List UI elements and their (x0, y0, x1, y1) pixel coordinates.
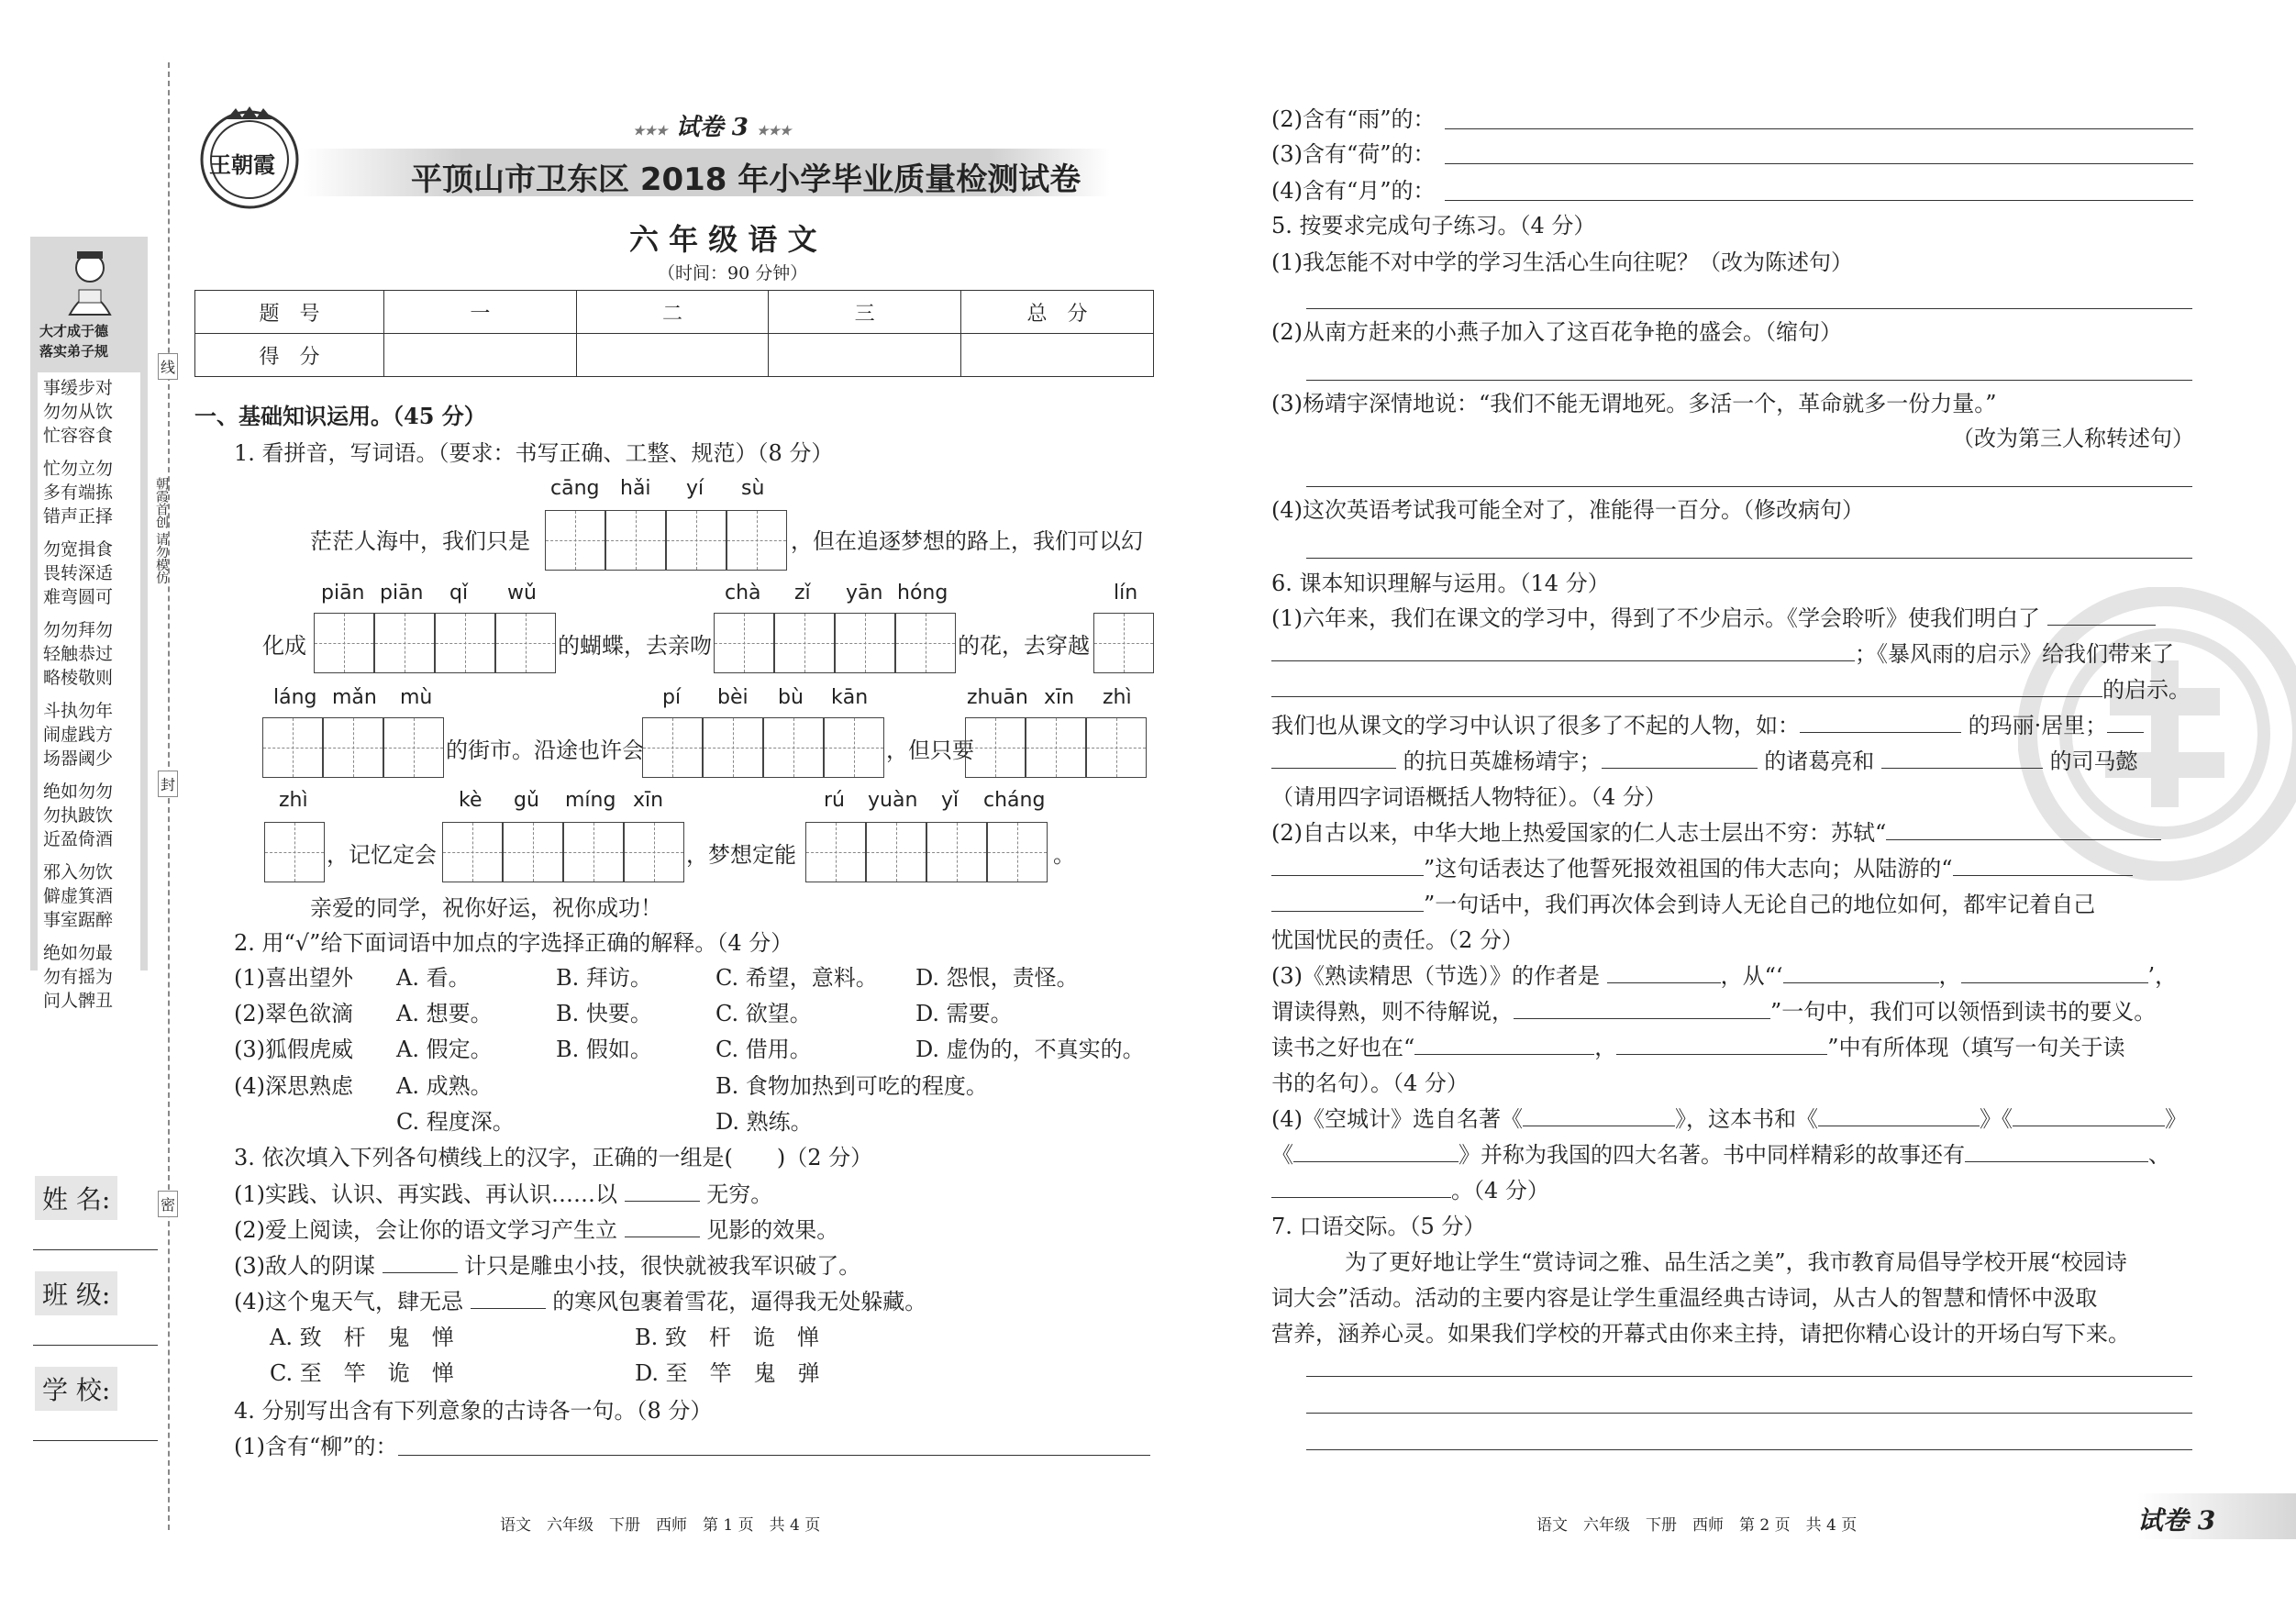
writing-cell[interactable] (1086, 717, 1147, 778)
pinyin: zhuān (967, 686, 1028, 709)
q1-text: ，梦想定能 (686, 842, 796, 868)
pinyin: piān (380, 582, 424, 604)
q3-blank[interactable] (625, 1218, 700, 1237)
slogan-1: 大才成于德 (39, 323, 109, 339)
seal-line-char-3: 密 (158, 1191, 178, 1217)
writing-cell[interactable] (262, 717, 323, 778)
writing-cell[interactable] (642, 717, 703, 778)
answer-line[interactable] (398, 1455, 1150, 1456)
q6-text: (3)《熟读精思（节选）》的作者是 ，从“‘ ， ’， (1271, 963, 2178, 989)
q5-item: (4)这次英语考试我可能全对了，准能得一百分。（修改病句） (1271, 497, 1864, 523)
q2-option[interactable]: B. 假如。 (556, 1037, 652, 1062)
writing-cell[interactable] (495, 613, 556, 673)
q3-blank[interactable] (625, 1182, 700, 1202)
score-table (194, 290, 1154, 377)
writing-cell[interactable] (866, 822, 926, 882)
q6-blank[interactable] (2107, 714, 2144, 733)
score-row-label: 得 分 (195, 334, 384, 377)
pinyin: bèi (717, 686, 749, 709)
q3-item: (1)实践、认识、再实践、再认识……以 无穷。 (234, 1181, 773, 1207)
writing-cell[interactable] (666, 510, 727, 571)
q6-blank[interactable] (1271, 857, 1424, 876)
pinyin: piān (321, 582, 365, 604)
writing-cell[interactable] (383, 717, 444, 778)
pinyin: zhì (279, 789, 308, 812)
school-label: 学 校: (35, 1367, 117, 1411)
pinyin: mù (400, 686, 433, 709)
score-cell[interactable] (384, 334, 577, 377)
q6-blank[interactable] (1800, 714, 1961, 733)
name-field[interactable] (33, 1249, 158, 1250)
q4-item: (4)含有“月”的： (1271, 178, 1436, 204)
section-heading: 一、基础知识运用。（45 分） (194, 403, 486, 429)
q4-item: (2)含有“雨”的： (1271, 106, 1436, 132)
q5-item: (2)从南方赶来的小燕子加入了这百花争艳的盛会。（缩句） (1271, 319, 1842, 345)
pinyin: zǐ (794, 582, 811, 604)
q4-item: (3)含有“荷”的： (1271, 141, 1436, 167)
q3-blank[interactable] (471, 1290, 546, 1309)
q2-option[interactable]: A. 假定。 (396, 1037, 493, 1062)
q6-text: (2)自古以来，中华大地上热爱国家的仁人志士层出不穷：苏轼“ (1271, 818, 2161, 848)
q2-option[interactable]: D. 虚伪的，不真实的。 (915, 1037, 1145, 1062)
score-cell[interactable] (769, 334, 961, 377)
score-col-total: 总 分 (960, 291, 1153, 334)
q6-blank[interactable] (1961, 964, 2148, 983)
pinyin: wǔ (507, 582, 537, 604)
q6-blank[interactable] (1953, 857, 2133, 876)
name-label: 姓 名: (35, 1176, 117, 1220)
pinyin: xīn (633, 789, 664, 812)
pinyin: mǎn (332, 686, 377, 709)
q6-text: ；《暴风雨的启示》给我们带来了 (1271, 639, 2174, 669)
q6-blank[interactable] (1414, 1036, 1594, 1055)
pinyin: yān (846, 582, 883, 604)
q2-option[interactable]: A. 成熟。 (396, 1073, 493, 1099)
scholar-illustration (53, 246, 127, 319)
pinyin: xīn (1044, 686, 1075, 709)
q6-blank[interactable] (1271, 749, 1396, 769)
writing-cell[interactable] (442, 822, 503, 882)
class-field[interactable] (33, 1345, 158, 1346)
q2-option[interactable]: D. 需要。 (915, 1001, 1013, 1026)
q6-prompt: 6. 课本知识理解与运用。（14 分） (1271, 571, 1610, 596)
q1-text: 。 (1053, 842, 1075, 868)
sidebar-rules: 事缓步对 勿勿从饮 忙容容食 忙勿立勿 多有端拣 错声正择 勿宽揖食 畏转深适 难弯圆可 勿勿拜勿 轻触恭过 略棱敬则 斗执勿年 闹虚践方 场器阈少 绝如勿勿 勿执跛饮 近盈倚酒 邪入勿饮 僻虚箕酒 事室踞醉 绝如勿最 勿有摇为 问人髀丑 (38, 372, 140, 1016)
answer-line[interactable] (1306, 486, 2192, 487)
answer-line[interactable] (1445, 163, 2193, 164)
writing-cell[interactable] (763, 717, 824, 778)
q6-text: ”一句话中，我们再次体会到诗人无论自己的地位如何，都牢记着自己 (1271, 890, 2095, 919)
footer-badge: 试卷 3 (2137, 1505, 2216, 1536)
q1-prompt: 1. 看拼音，写词语。（要求：书写正确、工整、规范）（8 分） (234, 440, 834, 466)
q6-blank[interactable] (1523, 1107, 1675, 1126)
writing-cell[interactable] (545, 510, 605, 571)
q6-text: 读书之好也在“ ， ”中有所体现（填写一句关于读 (1271, 1035, 2125, 1060)
q1-text: 的街市。沿途也许会 (446, 738, 644, 763)
sidebar-panel (30, 237, 148, 1011)
q6-text: 谓读得熟，则不待解说， ”一句中，我们可以领悟到读书的要义。 (1271, 999, 2157, 1025)
school-field[interactable] (33, 1440, 158, 1441)
q6-blank[interactable] (1271, 678, 2102, 697)
score-col-2: 二 (576, 291, 769, 334)
q2-prompt: 2. 用“√”给下面词语中加点的字选择正确的解释。（4 分） (234, 930, 793, 956)
answer-line[interactable] (1445, 128, 2193, 129)
q6-text: 的抗日英雄杨靖宇； 的诸葛亮和 的司马懿 (1271, 747, 2138, 776)
q6-blank[interactable] (1602, 749, 1758, 769)
copyright-note: 朝霞首创 请勿模仿 (154, 477, 169, 584)
q5-prompt: 5. 按要求完成句子练习。（4 分） (1271, 213, 1596, 238)
q4-prompt: 4. 分别写出含有下列意象的古诗各一句。（8 分） (234, 1398, 713, 1424)
q6-blank[interactable] (1271, 893, 1424, 912)
q3-item: (4)这个鬼天气，肆无忌 的寒风包裹着雪花，逼得我无处躲藏。 (234, 1289, 927, 1314)
q1-closing: 亲爱的同学，祝你好运，祝你成功！ (310, 895, 662, 921)
writing-cell[interactable] (374, 613, 435, 673)
writing-cell[interactable] (1093, 613, 1154, 673)
writing-cell[interactable] (703, 717, 763, 778)
q2-option[interactable]: A. 想要。 (396, 1001, 493, 1026)
exam-time: （时间：90 分钟） (658, 263, 808, 283)
q6-blank[interactable] (2047, 606, 2156, 626)
pinyin: kān (831, 686, 869, 709)
q3-option[interactable]: B. 致 杆 诡 惮 (635, 1325, 819, 1350)
q5-item-note: （改为第三人称转述句） (1952, 426, 2194, 451)
pinyin: sù (741, 477, 765, 500)
q3-option[interactable]: A. 致 杆 鬼 惮 (270, 1325, 454, 1350)
q6-blank[interactable] (2013, 1107, 2165, 1126)
q6-blank[interactable] (1886, 821, 2161, 840)
score-cell[interactable] (576, 334, 769, 377)
q7-paragraph: 为了更好地让学生“赏诗词之雅、品生活之美”，我市教育局倡导学校开展“校园诗 (1345, 1249, 2127, 1275)
q2-option[interactable]: B. 快要。 (556, 1001, 652, 1026)
writing-cell[interactable] (323, 717, 383, 778)
q6-text: 《 》并称为我国的四大名著。书中同样精彩的故事还有 、 (1271, 1142, 2170, 1168)
pinyin: kè (459, 789, 482, 812)
writing-cell[interactable] (805, 822, 866, 882)
q2-option[interactable]: C. 借用。 (715, 1037, 812, 1062)
seal-line-char-2: 封 (158, 771, 178, 797)
q1-text: ，但只要 (886, 738, 974, 763)
q1-text: 的花，去穿越 (958, 633, 1090, 659)
score-cell[interactable] (960, 334, 1153, 377)
writing-cell[interactable] (435, 613, 495, 673)
pinyin: gǔ (514, 789, 539, 812)
q2-item-word: (3)狐假虎威 (234, 1037, 353, 1062)
score-col-1: 一 (384, 291, 577, 334)
q6-blank[interactable] (1514, 1000, 1770, 1019)
pinyin: rú (824, 789, 845, 812)
writing-cell[interactable] (824, 717, 884, 778)
page-footer: 语文 六年级 下册 西师 第 1 页 共 4 页 (500, 1516, 821, 1535)
pinyin: lín (1114, 582, 1138, 604)
writing-cell[interactable] (503, 822, 563, 882)
score-col-3: 三 (769, 291, 961, 334)
q6-blank[interactable] (1271, 642, 1855, 661)
q6-text: 。（4 分） (1271, 1176, 1549, 1205)
writing-cell[interactable] (1026, 717, 1086, 778)
answer-line[interactable] (1445, 200, 2193, 201)
score-col-header: 题 号 (195, 291, 384, 334)
q1-text: 化成 (262, 633, 306, 659)
q6-blank[interactable] (1818, 1107, 1980, 1126)
pinyin: yí (686, 477, 704, 500)
q3-item: (2)爱上阅读，会让你的语文学习产生立 见影的效果。 (234, 1217, 839, 1243)
writing-cell[interactable] (727, 510, 787, 571)
q3-blank[interactable] (383, 1254, 458, 1273)
pinyin: cháng (983, 789, 1046, 812)
page-title: 平顶山市卫东区 2018 年小学毕业质量检测试卷 (411, 161, 1081, 198)
pinyin: yuàn (868, 789, 918, 812)
pinyin: cāng (550, 477, 600, 500)
answer-line[interactable] (1306, 558, 2192, 559)
pinyin: qǐ (449, 582, 469, 604)
pinyin: hóng (897, 582, 948, 604)
q6-text: （请用四字词语概括人物特征）。（4 分） (1271, 784, 1667, 810)
q3-option[interactable]: D. 至 竿 鬼 弹 (635, 1360, 820, 1386)
writing-cell[interactable] (774, 613, 835, 673)
writing-cell[interactable] (895, 613, 956, 673)
q6-blank[interactable] (1271, 1179, 1451, 1198)
q6-text: ”这句话表达了他誓死报效祖国的伟大志向；从陆游的“ (1271, 854, 2133, 883)
page-footer: 语文 六年级 下册 西师 第 2 页 共 4 页 (1536, 1516, 1858, 1535)
q2-option[interactable]: C. 希望，意料。 (715, 965, 878, 991)
logo-text: 王朝霞 (209, 151, 275, 178)
answer-line[interactable] (1306, 1449, 2192, 1450)
pinyin: pí (662, 686, 682, 709)
q6-text: 我们也从课文的学习中认识了很多了不起的人物，如： 的玛丽·居里； (1271, 711, 2144, 740)
q6-text: (4)《空城计》选自名著《 》，这本书和《 》《 》 (1271, 1106, 2187, 1132)
q1-text: ，但在追逐梦想的路上，我们可以幻 (791, 528, 1143, 554)
q1-text: 的蝴蝶，去亲吻 (558, 633, 712, 659)
q7-prompt: 7. 口语交际。（5 分） (1271, 1214, 1486, 1239)
q6-text: 书的名句）。（4 分） (1271, 1070, 1469, 1096)
subject-title: 六 年 级 语 文 (629, 222, 817, 257)
q6-blank[interactable] (1965, 1143, 2148, 1162)
writing-cell[interactable] (264, 822, 325, 882)
q2-item-word: (4)深思熟虑 (234, 1073, 353, 1099)
q4-item: (1)含有“柳”的： (234, 1434, 398, 1459)
q6-blank[interactable] (1616, 1036, 1827, 1055)
writing-cell[interactable] (714, 613, 774, 673)
q2-option[interactable]: B. 食物加热到可吃的程度。 (715, 1073, 988, 1099)
q2-option[interactable]: A. 看。 (396, 965, 471, 991)
writing-cell[interactable] (926, 822, 987, 882)
pinyin: míng (565, 789, 616, 812)
pinyin: hǎi (620, 477, 651, 500)
q3-option[interactable]: C. 至 竿 诡 惮 (270, 1360, 454, 1386)
writing-cell[interactable] (624, 822, 684, 882)
q7-paragraph: 营养，涵养心灵。如果我们学校的开幕式由你来主持，请把你精心设计的开场白写下来。 (1271, 1321, 2130, 1347)
writing-cell[interactable] (605, 510, 666, 571)
class-label: 班 级: (35, 1271, 117, 1315)
writing-cell[interactable] (314, 613, 374, 673)
writing-cell[interactable] (965, 717, 1026, 778)
slogan-2: 落实弟子规 (39, 343, 109, 360)
pinyin: láng (273, 686, 317, 709)
pinyin: zhì (1103, 686, 1132, 709)
q6-blank[interactable] (1607, 964, 1721, 983)
writing-cell[interactable] (987, 822, 1048, 882)
q6-text: (1)六年来，我们在课文的学习中，得到了不少启示。《学会聆听》使我们明白了 (1271, 604, 2156, 633)
q6-blank[interactable] (1783, 964, 1939, 983)
answer-line[interactable] (1306, 1413, 2192, 1414)
q6-text: 的启示。 (1271, 675, 2191, 704)
pinyin: yǐ (941, 789, 959, 812)
series-label: ★★★ 试卷 3 ★★★ (633, 114, 792, 141)
q2-option[interactable]: D. 怨恨，责怪。 (915, 965, 1079, 991)
q3-prompt: 3. 依次填入下列各句横线上的汉字，正确的一组是( )（2 分） (234, 1145, 873, 1170)
writing-cell[interactable] (835, 613, 895, 673)
q2-item-word: (2)翠色欲滴 (234, 1001, 353, 1026)
q2-option[interactable]: B. 拜访。 (556, 965, 652, 991)
pinyin: chà (725, 582, 761, 604)
q2-option[interactable]: C. 程度深。 (396, 1109, 515, 1135)
answer-line[interactable] (1306, 380, 2192, 381)
seal-line-char-1: 线 (158, 353, 178, 380)
q1-text: ，记忆定会 (327, 842, 437, 868)
writing-cell[interactable] (563, 822, 624, 882)
q7-paragraph: 词大会”活动。活动的主要内容是让学生重温经典古诗词，从古人的智慧和情怀中汲取 (1271, 1285, 2098, 1311)
answer-line[interactable] (1306, 1376, 2192, 1377)
q2-item-word: (1)喜出望外 (234, 965, 353, 991)
pinyin: bù (778, 686, 804, 709)
q2-option[interactable]: D. 熟练。 (715, 1109, 813, 1135)
q6-blank[interactable] (1881, 749, 2043, 769)
answer-line[interactable] (1306, 308, 2192, 309)
q3-item: (3)敌人的阴谋 计只是雕虫小技，很快就被我军识破了。 (234, 1253, 861, 1279)
q2-option[interactable]: C. 欲望。 (715, 1001, 812, 1026)
q6-blank[interactable] (1293, 1143, 1459, 1162)
q6-text: 忧国忧民的责任。（2 分） (1271, 927, 1524, 953)
q5-item: (1)我怎能不对中学的学习生活心生向往呢？（改为陈述句） (1271, 250, 1853, 275)
q1-text: 茫茫人海中，我们只是 (310, 528, 530, 554)
q5-item: (3)杨靖宇深情地说：“我们不能无谓地死。多活一个，革命就多一份力量。” (1271, 391, 1997, 416)
